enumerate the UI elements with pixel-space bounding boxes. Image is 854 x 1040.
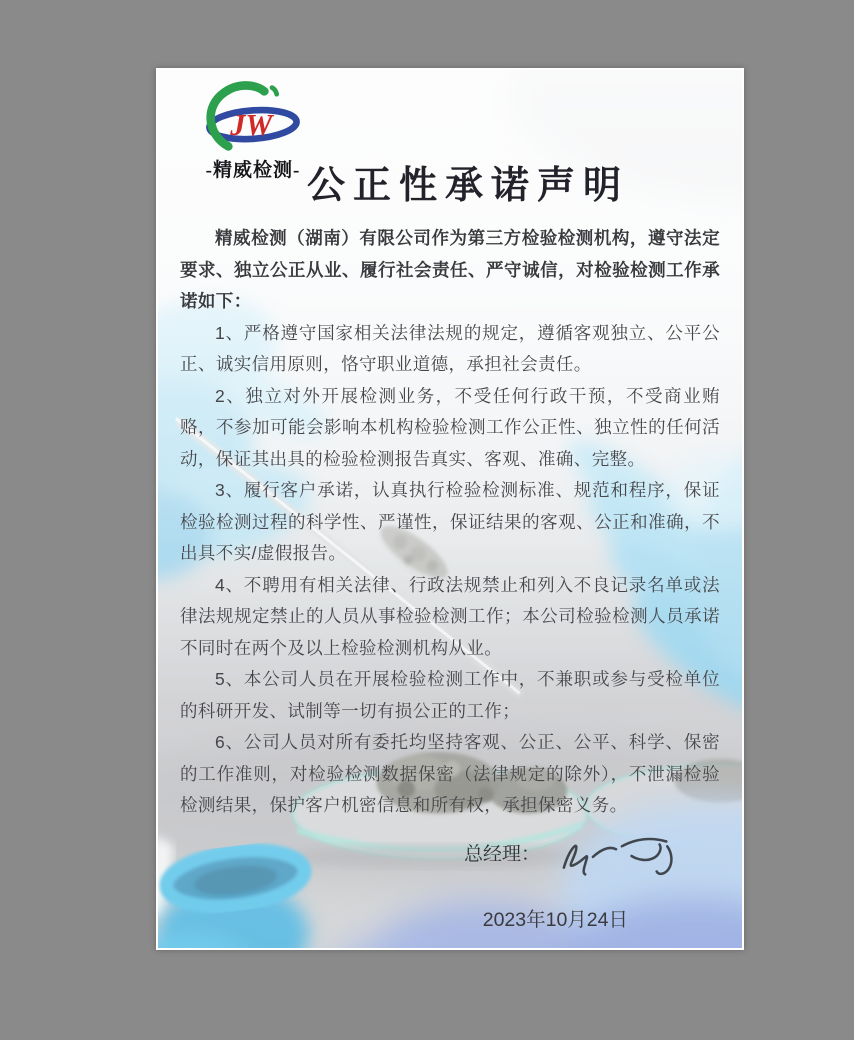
signature-row — [180, 824, 694, 882]
commitment-item-5: 5、本公司人员在开展检验检测工作中，不兼职或参与受检单位的科研开发、试制等一切有损公正的工作； — [180, 669, 720, 721]
logo-swoosh-flick — [272, 88, 277, 95]
logo-mark — [194, 80, 312, 154]
commitment-item-1: 1、严格遵守国家相关法律法规的规定，遵循客观独立、公平公正、诚实信用原则，恪守职业道德，承担社会责任。 — [180, 322, 720, 374]
document-content — [156, 68, 744, 950]
signature-handwriting — [542, 827, 694, 885]
commitment-item-6: 6、公司人员对所有委托均坚持客观、公正、公平、科学、保密的工作准则，对检验检测数据保密（法律规定的除外），不泄漏检验检测结果，保护客户机密信息和所有权，承担保密义务。 — [180, 732, 720, 815]
document-page — [156, 68, 744, 950]
commitment-item-3: 3、履行客户承诺，认真执行检验检测标准、规范和程序，保证检验检测过程的科学性、严谨性，保证结果的客观、公正和准确，不出具不实/虚假报告。 — [180, 480, 720, 563]
intro-paragraph: 精威检测（湖南）有限公司作为第三方检验检测机构，遵守法定要求、独立公正从业、履行社会责任、严守诚信，对检验检测工作承诺如下： — [180, 228, 720, 311]
commitment-item-4: 4、不聘用有相关法律、行政法规禁止和列入不良记录名单或法律法规规定禁止的人员从事检验检测工作；本公司检验检测人员承诺不同时在两个及以上检验检测机构从业。 — [180, 574, 720, 658]
company-logo-name: -精威检测- — [205, 160, 301, 181]
page-title: 公正性承诺声明 — [306, 165, 629, 207]
commitment-item-2: 2、独立对外开展检测业务，不受任何行政干预，不受商业贿赂，不参加可能会影响本机构检验检测工作公正性、独立性的任何活动，保证其出具的检验检测报告真实、客观、准确、完整。 — [180, 385, 720, 469]
signature-label: 总经理： — [463, 844, 540, 865]
document-date: 2023年10月24日 — [482, 908, 628, 931]
logo-jw-text: JW — [230, 108, 273, 143]
